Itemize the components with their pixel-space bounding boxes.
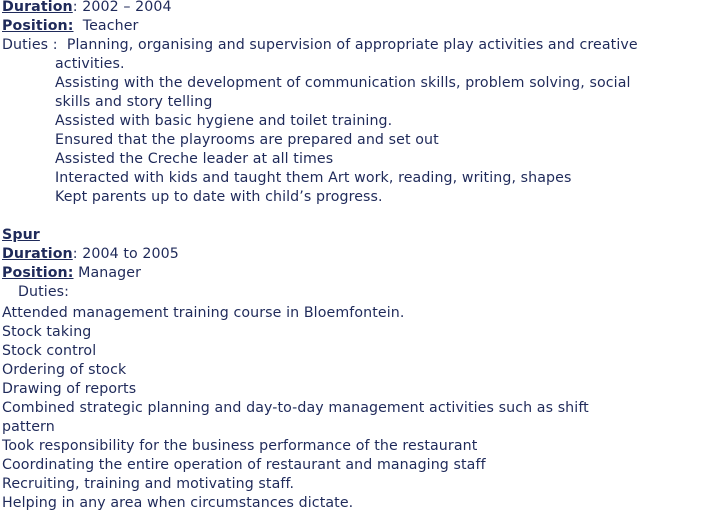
- company-name: Spur: [2, 227, 40, 243]
- duration-value: : 2004 to 2005: [72, 246, 179, 262]
- job2-duty-item: Coordinating the entire operation of restaurant and managing staff: [2, 457, 486, 473]
- job1-duty-item: [2, 36, 695, 74]
- position-value: Manager: [73, 265, 142, 281]
- job2-company-line: [2, 226, 700, 245]
- duration-label: Duration: [2, 0, 73, 15]
- duration-value: : 2002 – 2004: [72, 0, 172, 15]
- job2-duty-item: Helping in any area when circumstances dictate.: [2, 495, 354, 511]
- job2-duty-item: Attended management training course in Bloemfontein.: [2, 305, 405, 321]
- job1-duty-item: Assisting with the development of communication skills, problem solving, social skills and story telling: [55, 75, 631, 110]
- job1-duty-item: Interacted with kids and taught them Art work, reading, writing, shapes: [55, 170, 572, 186]
- job1-position-line: [2, 17, 700, 36]
- duty-text: Planning, organising and supervision of appropriate play activities and creative activities.: [55, 37, 638, 72]
- job2-duration-line: [2, 245, 700, 264]
- job1-duty-item: Assisted with basic hygiene and toilet training.: [55, 113, 393, 129]
- position-value: Teacher: [73, 18, 139, 34]
- duties-prefix: Duties :: [2, 37, 67, 53]
- position-label: Position:: [2, 18, 74, 34]
- duration-label: Duration: [2, 246, 73, 262]
- job2-duty-item: Took responsibility for the business performance of the restaurant: [2, 438, 478, 454]
- job1-duty-item: Kept parents up to date with child’s progress.: [55, 189, 383, 205]
- job2-duty-item: Ordering of stock: [2, 362, 127, 378]
- duties-label: Duties:: [18, 284, 70, 300]
- section-spacer: [2, 207, 700, 226]
- job2-duty-item: Combined strategic planning and day-to-day management activities such as shift pattern: [2, 400, 589, 435]
- job2-duty-item: Stock control: [2, 343, 97, 359]
- job2-duty-item: Drawing of reports: [2, 381, 137, 397]
- job2-duty-item: Recruiting, training and motivating staff.: [2, 476, 295, 492]
- job1-duration-line: [2, 0, 700, 17]
- job1-duty-item: Ensured that the playrooms are prepared and set out: [55, 132, 439, 148]
- job2-position-line: [2, 264, 700, 283]
- position-label: Position:: [2, 265, 74, 281]
- job2-duty-item: Stock taking: [2, 324, 92, 340]
- job1-duty-item: Assisted the Creche leader at all times: [55, 151, 334, 167]
- resume-page: [2, 0, 700, 513]
